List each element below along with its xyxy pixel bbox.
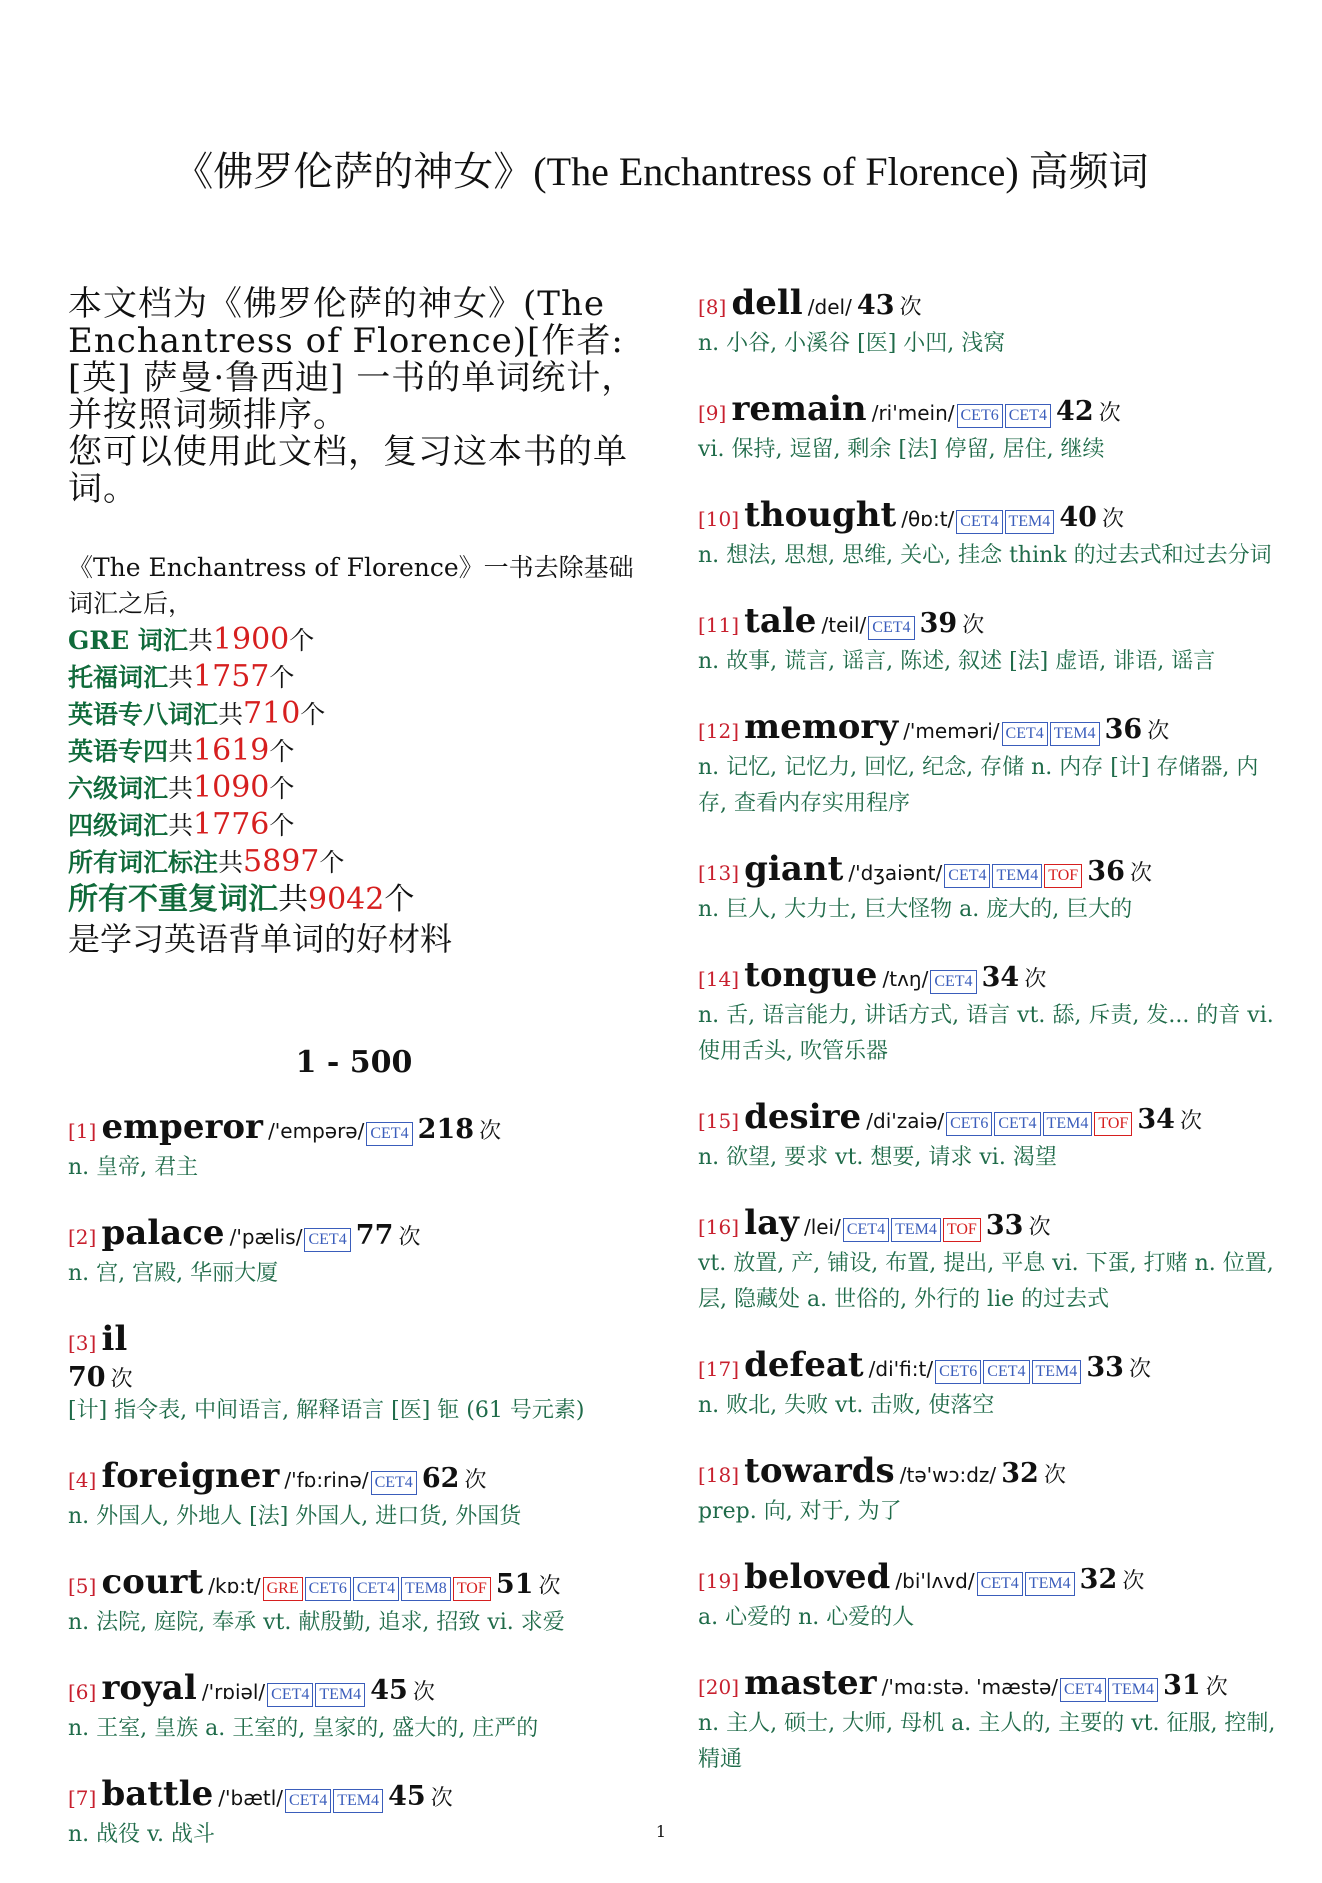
stat-line: GRE 词汇共1900个 bbox=[68, 622, 315, 657]
entry-definition: n. 舌, 语言能力, 讲话方式, 语言 vt. 舔, 斥责, 发... 的音 vi. 使用舌头, 吹管乐器 bbox=[698, 1003, 1274, 1064]
entry-definition: n. 战役 v. 战斗 bbox=[68, 1822, 215, 1847]
word-entry bbox=[68, 1456, 640, 1535]
exam-tag-badge: CET6 bbox=[935, 1360, 981, 1384]
entry-definition: [计] 指令表, 中间语言, 解释语言 [医] 钷 (61 号元素) bbox=[68, 1398, 585, 1423]
entry-word: thought bbox=[744, 495, 897, 535]
count-unit: 次 bbox=[1205, 1675, 1228, 1700]
exam-tag-badge: TEM4 bbox=[1050, 722, 1100, 746]
exam-tag-badge: CET4 bbox=[977, 1572, 1023, 1596]
count-unit: 次 bbox=[1024, 967, 1047, 992]
count-unit: 次 bbox=[1129, 861, 1152, 886]
entry-definition: n. 法院, 庭院, 奉承 vt. 献殷勤, 追求, 招致 vi. 求爱 bbox=[68, 1610, 565, 1635]
word-entry bbox=[68, 1562, 640, 1641]
entry-head bbox=[698, 849, 1280, 892]
stat-line: 六级词汇共1090个 bbox=[68, 770, 295, 805]
entry-count: 34 bbox=[1137, 1104, 1175, 1135]
entry-phonetic: /bi'lʌvd/ bbox=[895, 1569, 975, 1593]
entry-index: [7] bbox=[68, 1786, 97, 1810]
stat-number: 1619 bbox=[193, 733, 270, 768]
entry-count: 32 bbox=[1001, 1458, 1039, 1489]
exam-tag-badge: TOF bbox=[943, 1218, 981, 1242]
exam-tag-badge: TEM4 bbox=[1005, 510, 1055, 534]
entry-head bbox=[68, 1774, 640, 1817]
stat-line: 托福词汇共1757个 bbox=[68, 659, 295, 694]
page-number: 1 bbox=[655, 1822, 667, 1841]
count-unit: 次 bbox=[464, 1468, 487, 1493]
entry-count: 62 bbox=[421, 1463, 460, 1494]
stat-label: 四级词汇 bbox=[68, 811, 169, 840]
stat-line: 英语专八词汇共710个 bbox=[68, 696, 326, 731]
entry-index: [17] bbox=[698, 1357, 740, 1381]
intro-line-1: 本文档为《佛罗伦萨的神女》(The Enchantress of Florence)[作者: [英] 萨曼·鲁西迪] 一书的单词统计，并按照词频排序。 bbox=[68, 284, 637, 435]
exam-tag-badge: TOF bbox=[453, 1577, 491, 1601]
entry-count: 32 bbox=[1079, 1564, 1118, 1595]
entry-head bbox=[68, 1107, 640, 1150]
entry-word: memory bbox=[744, 707, 899, 747]
entry-head bbox=[68, 1668, 640, 1711]
vocab-stats bbox=[68, 550, 640, 959]
word-entry bbox=[698, 1557, 1280, 1636]
exam-tag-badge: CET4 bbox=[956, 510, 1002, 534]
entry-head bbox=[68, 1213, 640, 1256]
stat-number: 5897 bbox=[243, 844, 320, 879]
exam-tag-badge: CET4 bbox=[994, 1112, 1040, 1136]
stat-number: 1757 bbox=[193, 659, 270, 694]
entry-definition: n. 主人, 硕士, 大师, 母机 a. 主人的, 主要的 vt. 征服, 控制, 精通 bbox=[698, 1711, 1276, 1772]
exam-tag-badge: TOF bbox=[1044, 864, 1082, 888]
count-unit: 次 bbox=[1180, 1109, 1203, 1134]
count-unit: 次 bbox=[899, 295, 922, 320]
entry-index: [19] bbox=[698, 1569, 740, 1593]
entry-count: 42 bbox=[1056, 396, 1094, 427]
entry-word: court bbox=[101, 1562, 204, 1602]
entry-word: il bbox=[101, 1319, 128, 1359]
entry-phonetic: /kɒ:t/ bbox=[208, 1574, 261, 1598]
word-entry bbox=[698, 601, 1280, 680]
stat-label: GRE 词汇 bbox=[68, 626, 188, 655]
entry-count: 218 bbox=[417, 1114, 475, 1145]
entry-definition: n. 败北, 失败 vt. 击败, 使落空 bbox=[698, 1393, 995, 1418]
entry-count: 36 bbox=[1104, 714, 1143, 745]
entry-phonetic: /tʌŋ/ bbox=[882, 967, 929, 991]
stats-closing: 是学习英语背单词的好材料 bbox=[68, 920, 453, 958]
entry-word: defeat bbox=[744, 1345, 864, 1385]
entry-phonetic: /'dʒaiənt/ bbox=[848, 861, 943, 885]
entry-word: tongue bbox=[744, 955, 878, 995]
entry-word: master bbox=[744, 1663, 877, 1703]
count-unit: 次 bbox=[1028, 1215, 1051, 1240]
stat-line: 所有不重复词汇共9042个 bbox=[68, 882, 415, 917]
entry-word: royal bbox=[101, 1668, 197, 1708]
intro-line-2: 您可以使用此文档，复习这本书的单词。 bbox=[68, 432, 628, 509]
entry-count: 36 bbox=[1087, 856, 1125, 887]
entry-index: [15] bbox=[698, 1109, 740, 1133]
word-entry bbox=[68, 1668, 640, 1747]
entry-phonetic: /tə'wɔ:dz/ bbox=[899, 1463, 997, 1487]
entry-count: 33 bbox=[1086, 1352, 1124, 1383]
right-column bbox=[698, 283, 1280, 1808]
entry-index: [4] bbox=[68, 1468, 97, 1492]
word-entry bbox=[698, 1451, 1280, 1530]
exam-tag-badge: TEM4 bbox=[1043, 1112, 1093, 1136]
word-entry bbox=[698, 1097, 1280, 1176]
exam-tag-badge: CET4 bbox=[868, 616, 914, 640]
entry-count: 51 bbox=[495, 1569, 534, 1600]
stat-label: 所有不重复词汇 bbox=[68, 882, 278, 917]
exam-tag-badge: TOF bbox=[1094, 1112, 1132, 1136]
count-unit: 次 bbox=[1147, 719, 1170, 744]
word-entry bbox=[68, 1774, 640, 1853]
stat-label: 所有词汇标注 bbox=[68, 848, 219, 877]
entry-index: [14] bbox=[698, 967, 740, 991]
entry-definition: n. 皇帝, 君主 bbox=[68, 1155, 199, 1180]
entry-definition: n. 故事, 谎言, 谣言, 陈述, 叙述 [法] 虚语, 诽语, 谣言 bbox=[698, 649, 1216, 674]
word-entry bbox=[698, 389, 1280, 468]
entry-index: [11] bbox=[698, 613, 740, 637]
count-unit: 次 bbox=[398, 1225, 421, 1250]
stat-line: 英语专四共1619个 bbox=[68, 733, 295, 768]
entry-head bbox=[698, 1203, 1280, 1246]
entry-phonetic: /del/ bbox=[807, 295, 852, 319]
word-entry bbox=[698, 495, 1280, 574]
count-unit: 次 bbox=[110, 1367, 133, 1392]
entry-head bbox=[698, 389, 1280, 432]
entry-definition: n. 小谷, 小溪谷 [医] 小凹, 浅窝 bbox=[698, 331, 1006, 356]
entry-phonetic: /'fɒ:rinə/ bbox=[284, 1468, 369, 1492]
entry-definition: n. 记忆, 记忆力, 回忆, 纪念, 存储 n. 内存 [计] 存储器, 内存, 查看内存实用程序 bbox=[698, 755, 1259, 816]
entry-phonetic: /teil/ bbox=[821, 613, 867, 637]
exam-tag-badge: CET4 bbox=[371, 1471, 417, 1495]
exam-tag-badge: TEM4 bbox=[315, 1683, 365, 1707]
count-unit: 次 bbox=[412, 1680, 435, 1705]
count-unit: 次 bbox=[1098, 401, 1121, 426]
word-entry bbox=[68, 1319, 640, 1429]
count-unit: 次 bbox=[1043, 1463, 1066, 1488]
exam-tag-badge: TEM4 bbox=[891, 1218, 941, 1242]
entry-word: battle bbox=[101, 1774, 214, 1814]
entry-head bbox=[698, 1557, 1280, 1600]
count-unit: 次 bbox=[1122, 1569, 1145, 1594]
stat-label: 英语专八词汇 bbox=[68, 700, 219, 729]
stat-line: 所有词汇标注共5897个 bbox=[68, 844, 345, 879]
entry-definition: a. 心爱的 n. 心爱的人 bbox=[698, 1605, 915, 1630]
stat-number: 1900 bbox=[212, 622, 290, 657]
entry-phonetic: /di'fi:t/ bbox=[868, 1357, 934, 1381]
entry-head bbox=[698, 495, 1280, 538]
entry-index: [9] bbox=[698, 401, 727, 425]
entry-head bbox=[698, 1663, 1280, 1706]
entry-head bbox=[698, 283, 1280, 326]
entry-head bbox=[698, 601, 1280, 644]
entry-count: 39 bbox=[919, 608, 958, 639]
entry-head bbox=[698, 955, 1280, 998]
exam-tag-badge: CET4 bbox=[353, 1577, 399, 1601]
stat-number: 1090 bbox=[193, 770, 270, 805]
exam-tag-badge: CET4 bbox=[267, 1683, 313, 1707]
word-entry bbox=[698, 849, 1280, 928]
exam-tag-badge: TEM8 bbox=[401, 1577, 451, 1601]
range-heading: 1 - 500 bbox=[295, 1045, 413, 1080]
entry-definition: n. 想法, 思想, 思维, 关心, 挂念 think 的过去式和过去分词 bbox=[698, 543, 1272, 568]
count-unit: 次 bbox=[962, 613, 985, 638]
entry-index: [5] bbox=[68, 1574, 97, 1598]
entry-phonetic: /'mɑ:stə. 'mæstə/ bbox=[881, 1675, 1059, 1699]
entry-word: giant bbox=[744, 849, 844, 889]
entry-phonetic: /ri'mein/ bbox=[871, 401, 955, 425]
exam-tag-badge: TEM4 bbox=[333, 1789, 383, 1813]
entry-index: [12] bbox=[698, 719, 740, 743]
entry-head bbox=[68, 1456, 640, 1499]
exam-tag-badge: CET4 bbox=[930, 970, 976, 994]
count-unit: 次 bbox=[1129, 1357, 1152, 1382]
entry-index: [16] bbox=[698, 1215, 740, 1239]
entry-count: 70 bbox=[68, 1362, 106, 1393]
entry-word: dell bbox=[731, 283, 803, 323]
entry-count: 31 bbox=[1163, 1670, 1201, 1701]
entry-phonetic: /'empərə/ bbox=[268, 1119, 365, 1143]
exam-tag-badge: CET6 bbox=[957, 404, 1003, 428]
entry-head bbox=[698, 1097, 1280, 1140]
entry-index: [20] bbox=[698, 1675, 740, 1699]
word-entry bbox=[698, 283, 1280, 362]
entry-definition: vt. 放置, 产, 铺设, 布置, 提出, 平息 vi. 下蛋, 打赌 n. 位置, 层, 隐藏处 a. 世俗的, 外行的 lie 的过去式 bbox=[698, 1251, 1274, 1312]
stat-number: 710 bbox=[243, 696, 301, 731]
entry-head bbox=[68, 1319, 640, 1362]
count-unit: 次 bbox=[479, 1119, 502, 1144]
entry-word: lay bbox=[744, 1203, 799, 1243]
entry-head bbox=[698, 1451, 1280, 1494]
left-column bbox=[68, 286, 640, 1883]
word-entry bbox=[68, 1107, 640, 1186]
entry-phonetic: /'bætl/ bbox=[218, 1786, 284, 1810]
word-entry bbox=[698, 955, 1280, 1070]
stats-lead: 《The Enchantress of Florence》一书去除基础词汇之后， bbox=[68, 553, 634, 618]
entry-definition: n. 巨人, 大力士, 巨大怪物 a. 庞大的, 巨大的 bbox=[698, 897, 1133, 922]
entry-phonetic: /lei/ bbox=[803, 1215, 841, 1239]
entry-word: foreigner bbox=[101, 1456, 280, 1496]
entry-definition: n. 宫, 宫殿, 华丽大厦 bbox=[68, 1261, 279, 1286]
entry-phonetic: /θɒ:t/ bbox=[901, 507, 955, 531]
entry-definition: vi. 保持, 逗留, 剩余 [法] 停留, 居住, 继续 bbox=[698, 437, 1105, 462]
stat-number: 1776 bbox=[193, 807, 270, 842]
entry-index: [1] bbox=[68, 1119, 97, 1143]
entry-index: [10] bbox=[698, 507, 740, 531]
entry-count: 34 bbox=[981, 962, 1020, 993]
exam-tag-badge: TEM4 bbox=[992, 864, 1042, 888]
entry-index: [2] bbox=[68, 1225, 97, 1249]
entry-count: 45 bbox=[388, 1781, 426, 1812]
stat-label: 英语专四 bbox=[68, 737, 169, 766]
stat-label: 托福词汇 bbox=[68, 663, 169, 692]
entry-word: beloved bbox=[744, 1557, 891, 1597]
page-title: 《佛罗伦萨的神女》(The Enchantress of Florence) 高频词 bbox=[173, 149, 1149, 194]
entry-phonetic: /'rɒiəl/ bbox=[201, 1680, 266, 1704]
entry-count: 33 bbox=[985, 1210, 1024, 1241]
entry-count: 77 bbox=[355, 1220, 394, 1251]
entry-word: desire bbox=[744, 1097, 862, 1137]
entry-word: palace bbox=[101, 1213, 225, 1253]
entry-index: [6] bbox=[68, 1680, 97, 1704]
entry-phonetic: /di'zaiə/ bbox=[866, 1109, 945, 1133]
entry-definition: n. 欲望, 要求 vt. 想要, 请求 vi. 渴望 bbox=[698, 1145, 1057, 1170]
entry-count: 43 bbox=[856, 290, 895, 321]
exam-tag-badge: TEM4 bbox=[1025, 1572, 1075, 1596]
count-unit: 次 bbox=[430, 1786, 453, 1811]
entry-definition: n. 王室, 皇族 a. 王室的, 皇家的, 盛大的, 庄严的 bbox=[68, 1716, 539, 1741]
entry-index: [13] bbox=[698, 861, 740, 885]
stat-line: 四级词汇共1776个 bbox=[68, 807, 295, 842]
word-entry bbox=[698, 1663, 1280, 1778]
exam-tag-badge: GRE bbox=[263, 1577, 303, 1601]
exam-tag-badge: CET6 bbox=[946, 1112, 992, 1136]
entry-head bbox=[698, 707, 1280, 750]
exam-tag-badge: CET4 bbox=[366, 1122, 412, 1146]
exam-tag-badge: CET4 bbox=[944, 864, 990, 888]
entry-phonetic: /'meməri/ bbox=[903, 719, 1000, 743]
entry-word: emperor bbox=[101, 1107, 263, 1147]
entry-definition: prep. 向, 对于, 为了 bbox=[698, 1499, 902, 1524]
exam-tag-badge: CET4 bbox=[983, 1360, 1029, 1384]
exam-tag-badge: TEM4 bbox=[1032, 1360, 1082, 1384]
entry-definition: n. 外国人, 外地人 [法] 外国人, 进口货, 外国货 bbox=[68, 1504, 522, 1529]
word-entry bbox=[68, 1213, 640, 1292]
exam-tag-badge: CET4 bbox=[285, 1789, 331, 1813]
entry-word: towards bbox=[744, 1451, 895, 1491]
entry-word: remain bbox=[731, 389, 867, 429]
word-entry bbox=[698, 1345, 1280, 1424]
stat-label: 六级词汇 bbox=[68, 774, 169, 803]
entry-count: 40 bbox=[1059, 502, 1097, 533]
word-list-left bbox=[68, 1107, 640, 1853]
entry-count-line bbox=[68, 1362, 640, 1393]
exam-tag-badge: CET4 bbox=[304, 1228, 350, 1252]
stat-number: 9042 bbox=[308, 882, 385, 917]
entry-word: tale bbox=[744, 601, 817, 641]
entry-count: 45 bbox=[370, 1675, 408, 1706]
entry-head bbox=[68, 1562, 640, 1605]
exam-tag-badge: CET4 bbox=[1060, 1678, 1106, 1702]
entry-index: [8] bbox=[698, 295, 727, 319]
word-entry bbox=[698, 1203, 1280, 1318]
exam-tag-badge: TEM4 bbox=[1108, 1678, 1158, 1702]
entry-phonetic: /'pælis/ bbox=[229, 1225, 303, 1249]
exam-tag-badge: CET4 bbox=[1005, 404, 1051, 428]
intro-paragraph bbox=[68, 286, 640, 508]
word-entry bbox=[698, 707, 1280, 822]
exam-tag-badge: CET6 bbox=[305, 1577, 351, 1601]
count-unit: 次 bbox=[538, 1574, 561, 1599]
exam-tag-badge: CET4 bbox=[1002, 722, 1048, 746]
word-list-right bbox=[698, 283, 1280, 1778]
entry-index: [18] bbox=[698, 1463, 740, 1487]
count-unit: 次 bbox=[1102, 507, 1125, 532]
exam-tag-badge: CET4 bbox=[843, 1218, 889, 1242]
entry-head bbox=[698, 1345, 1280, 1388]
entry-index: [3] bbox=[68, 1331, 97, 1355]
